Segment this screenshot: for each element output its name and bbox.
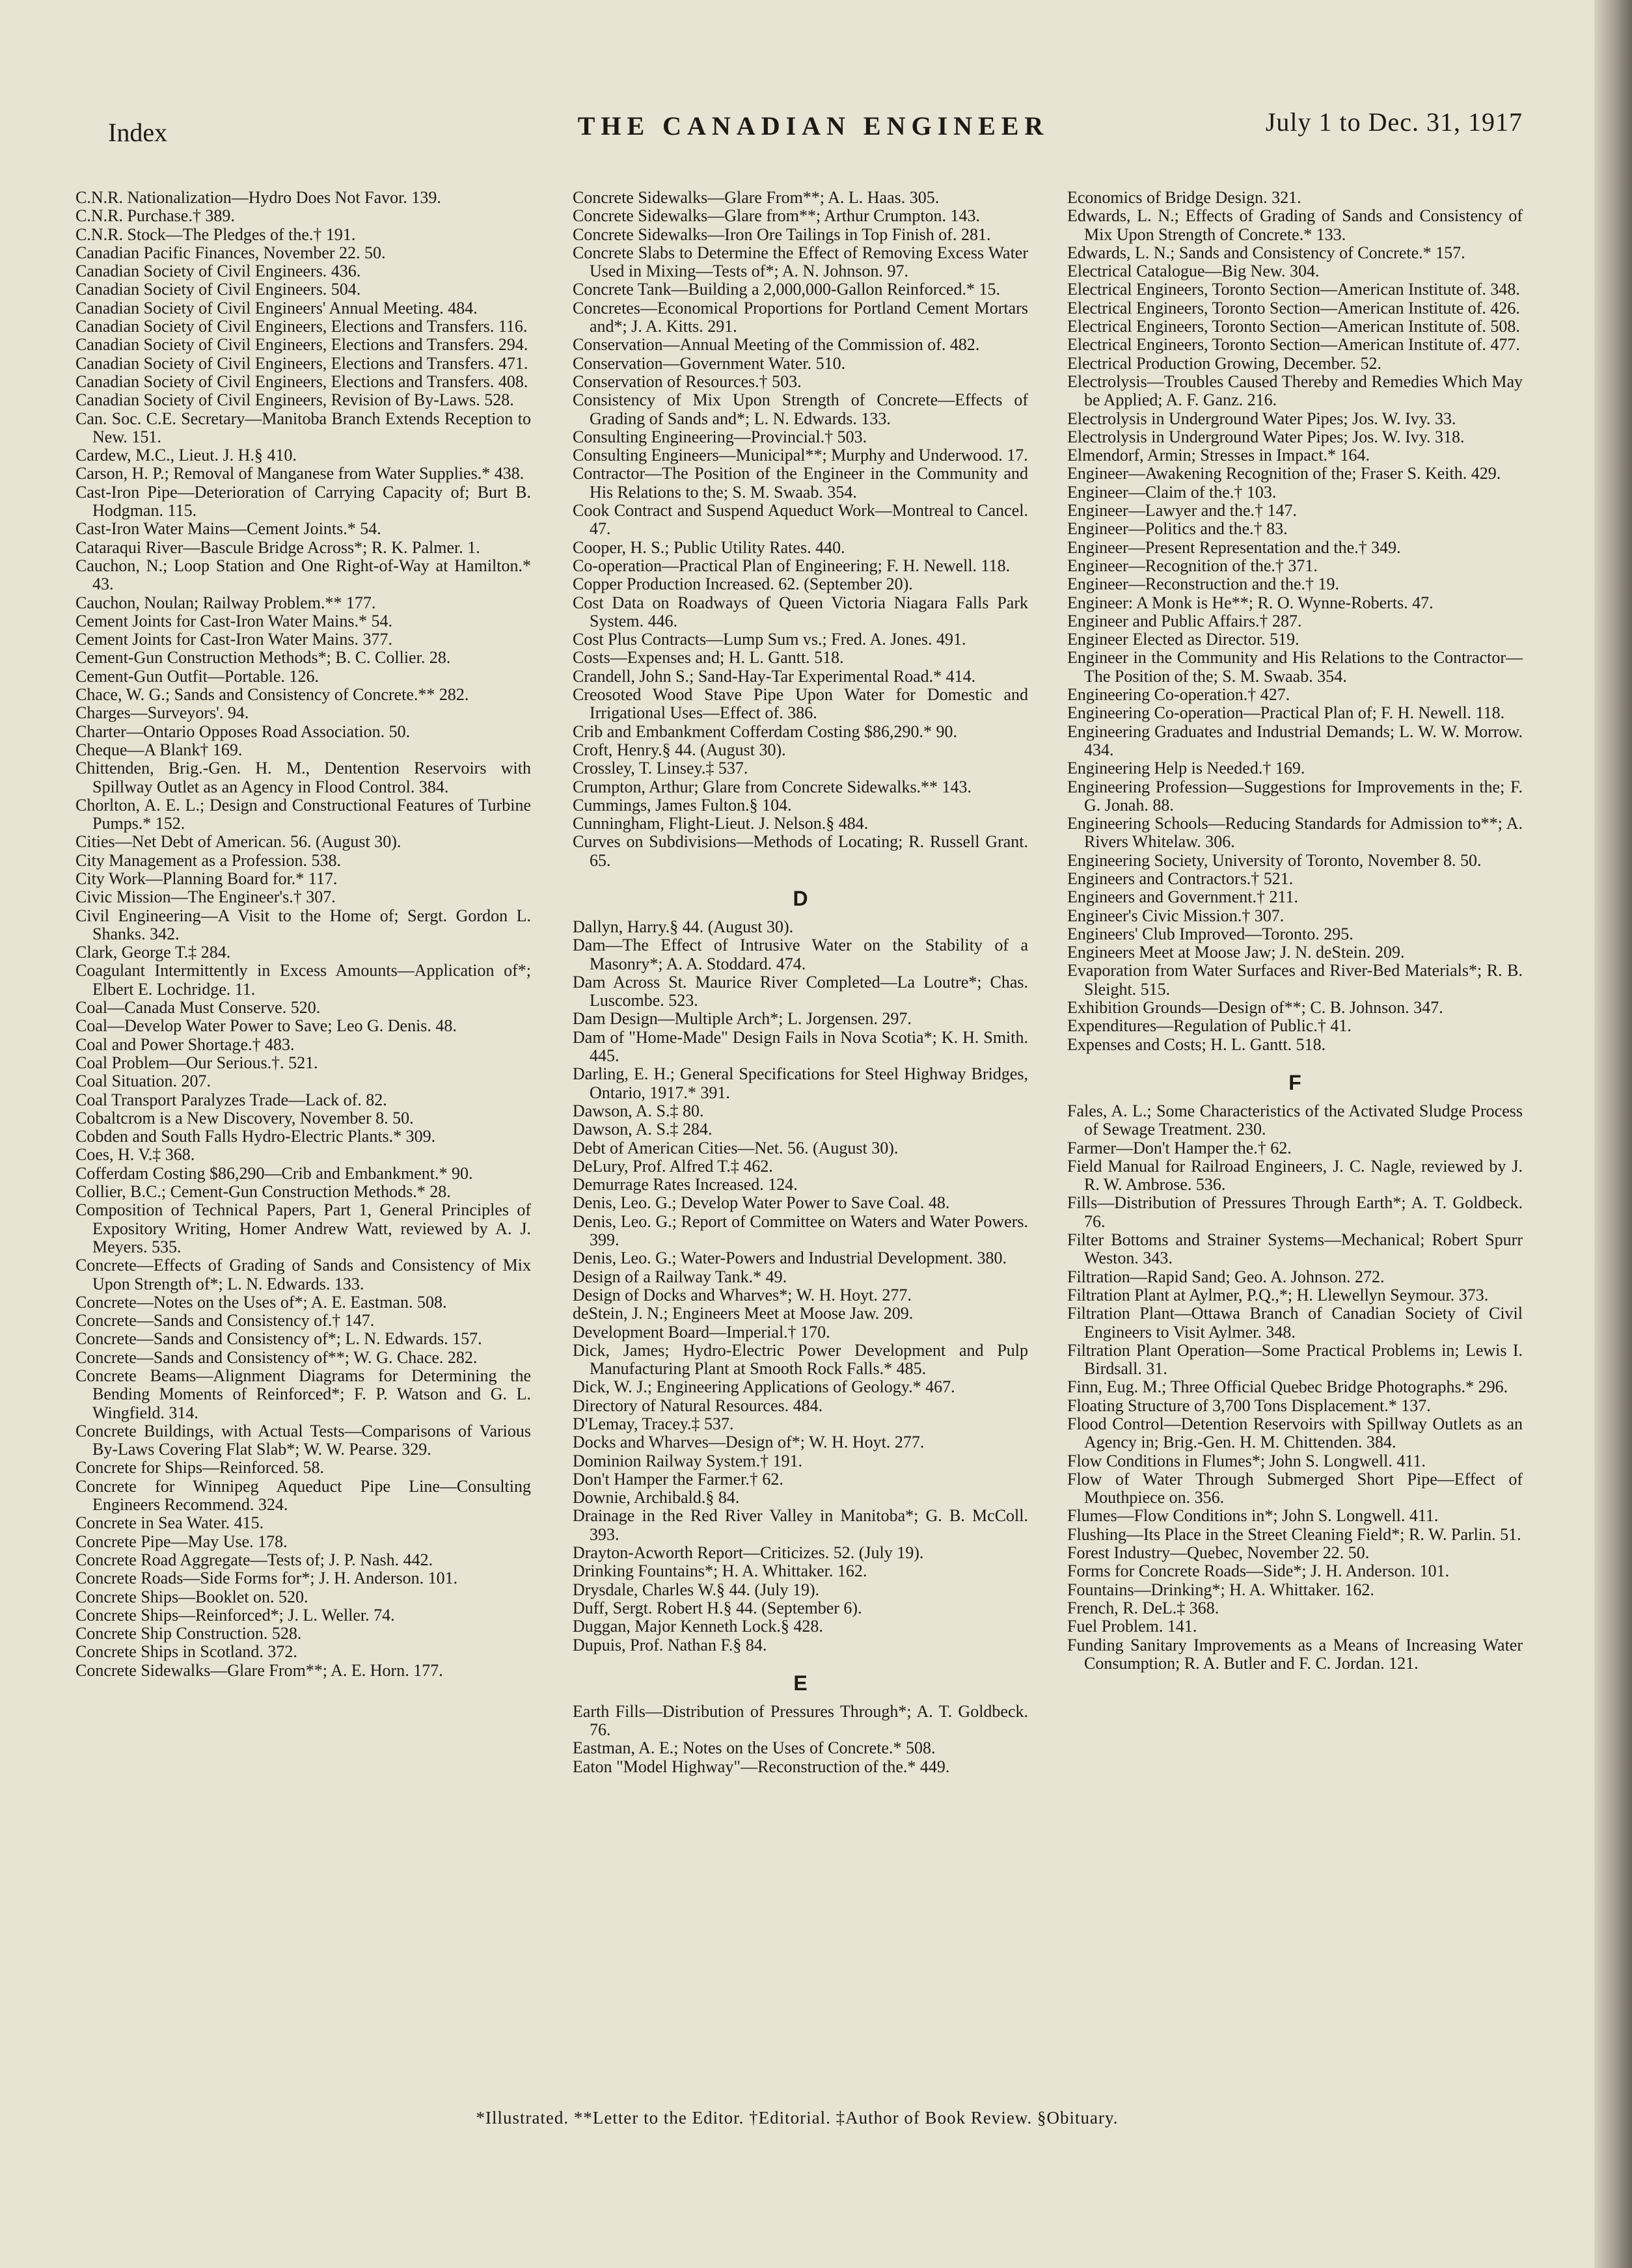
index-entry: Concrete Sidewalks—Glare From**; A. L. Haas. 305. bbox=[573, 188, 940, 207]
index-entry: Coal Situation. 207. bbox=[75, 1072, 211, 1091]
index-entry: Filter Bottoms and Strainer Systems—Mechanical; Robert Spurr Weston. 343. bbox=[1067, 1230, 1523, 1268]
index-entry: Concrete Pipe—May Use. 178. bbox=[75, 1532, 288, 1551]
index-entry: City Work—Planning Board for.* 117. bbox=[75, 869, 338, 888]
index-entry: Dupuis, Prof. Nathan F.§ 84. bbox=[573, 1635, 767, 1654]
index-entry: Concrete Sidewalks—Glare From**; A. E. Horn. 177. bbox=[75, 1660, 443, 1680]
index-entry: Duggan, Major Kenneth Lock.§ 428. bbox=[573, 1617, 823, 1636]
index-entry: Floating Structure of 3,700 Tons Displacement.* 137. bbox=[1067, 1396, 1431, 1415]
index-entry: Electrical Engineers, Toronto Section—American Institute of. 426. bbox=[1067, 298, 1520, 317]
index-entry: Crumpton, Arthur; Glare from Concrete Sidewalks.** 143. bbox=[573, 777, 972, 796]
index-entry: Engineers and Contractors.† 521. bbox=[1067, 869, 1294, 888]
index-entry: Flow of Water Through Submerged Short Pipe—Effect of Mouthpiece on. 356. bbox=[1067, 1469, 1523, 1507]
index-entry: Denis, Leo. G.; Water-Powers and Industrial Development. 380. bbox=[573, 1249, 1007, 1268]
index-entry: Finn, Eug. M.; Three Official Quebec Bridge Photographs.* 296. bbox=[1067, 1377, 1508, 1397]
index-entry: Costs—Expenses and; H. L. Gantt. 518. bbox=[573, 648, 844, 668]
index-entry: Fales, A. L.; Some Characteristics of the Activated Sludge Process of Sewage Treatment. 230. bbox=[1067, 1101, 1523, 1139]
index-entry: Concrete Ships in Scotland. 372. bbox=[75, 1642, 297, 1662]
index-column-3 bbox=[1067, 189, 1523, 1673]
index-entry: Concrete—Notes on the Uses of*; A. E. Eastman. 508. bbox=[75, 1292, 447, 1312]
index-entry: Engineer—Reconstruction and the.† 19. bbox=[1067, 574, 1340, 594]
index-entry: Engineer—Claim of the.† 103. bbox=[1067, 482, 1277, 502]
index-entry: Electrical Production Growing, December. 52. bbox=[1067, 353, 1382, 373]
index-entry: Eaton "Model Highway"—Reconstruction of the.* 449. bbox=[573, 1757, 950, 1776]
index-entry: Coal—Develop Water Power to Save; Leo G. Denis. 48. bbox=[75, 1016, 457, 1036]
index-entry: Electrical Engineers, Toronto Section—American Institute of. 348. bbox=[1067, 280, 1520, 299]
index-entry: Civic Mission—The Engineer's.† 307. bbox=[75, 887, 336, 907]
index-entry: Flood Control—Detention Reservoirs with Spillway Outlets as an Agency in; Brig.-Gen. H. M. Chittenden. 384. bbox=[1067, 1414, 1523, 1452]
index-entry: Cast-Iron Pipe—Deterioration of Carrying Capacity of; Burt B. Hodgman. 115. bbox=[75, 482, 531, 520]
index-entry: Concrete Road Aggregate—Tests of; J. P. Nash. 442. bbox=[75, 1550, 433, 1569]
index-entry: Cooper, H. S.; Public Utility Rates. 440. bbox=[573, 537, 845, 557]
page-header bbox=[104, 98, 1523, 150]
index-entry: Concrete Beams—Alignment Diagrams for Determining the Bending Moments of Reinforced*; F. P. Watson and G. L. Wingfield. 314. bbox=[75, 1366, 531, 1422]
index-entry: Canadian Society of Civil Engineers, Elections and Transfers. 294. bbox=[75, 335, 528, 355]
index-entry: Crossley, T. Linsey.‡ 537. bbox=[573, 759, 748, 778]
index-entry: Dam Design—Multiple Arch*; L. Jorgensen. 297. bbox=[573, 1009, 912, 1029]
index-entry: Coal and Power Shortage.† 483. bbox=[75, 1034, 295, 1054]
index-entry: Carson, H. P.; Removal of Manganese from Water Supplies.* 438. bbox=[75, 464, 524, 483]
index-entry: Copper Production Increased. 62. (September 20). bbox=[573, 574, 913, 594]
index-entry: Canadian Society of Civil Engineers, Elections and Transfers. 471. bbox=[75, 353, 528, 373]
index-entry: Canadian Society of Civil Engineers, Revision of By-Laws. 528. bbox=[75, 390, 514, 410]
index-entry: Conservation of Resources.† 503. bbox=[573, 371, 802, 391]
index-entry: Dominion Railway System.† 191. bbox=[573, 1451, 803, 1470]
index-entry: Earth Fills—Distribution of Pressures Through*; A. T. Goldbeck. 76. bbox=[573, 1701, 1028, 1740]
index-entry: Coal Problem—Our Serious.†. 521. bbox=[75, 1053, 318, 1072]
index-entry: Debt of American Cities—Net. 56. (August 30). bbox=[573, 1138, 899, 1157]
index-entry: Engineer—Recognition of the.† 371. bbox=[1067, 556, 1318, 575]
index-entry: Elmendorf, Armin; Stresses in Impact.* 164. bbox=[1067, 446, 1370, 465]
index-entry: Engineer and Public Affairs.† 287. bbox=[1067, 611, 1302, 630]
index-entry: Concrete—Sands and Consistency of**; W. G. Chace. 282. bbox=[75, 1347, 478, 1367]
index-entry: Chittenden, Brig.-Gen. H. M., Dentention Reservoirs with Spillway Outlet as an Agency in Flood Control. 384. bbox=[75, 759, 531, 796]
index-entry: Engineering Graduates and Industrial Demands; L. W. W. Morrow. 434. bbox=[1067, 722, 1523, 759]
index-entry: Cook Contract and Suspend Aqueduct Work—Montreal to Cancel. 47. bbox=[573, 501, 1028, 539]
index-entry: Consistency of Mix Upon Strength of Concrete—Effects of Grading of Sands and*; L. N. Edwards. 133. bbox=[573, 390, 1028, 428]
index-entry: Civil Engineering—A Visit to the Home of; Sergt. Gordon L. Shanks. 342. bbox=[75, 906, 531, 943]
index-entry: Concrete Slabs to Determine the Effect of Removing Excess Water Used in Mixing—Tests of*; A. N. Johnson. 97. bbox=[573, 243, 1028, 281]
index-entry: Engineer—Awakening Recognition of the; Fraser S. Keith. 429. bbox=[1067, 464, 1501, 483]
index-entry: Forest Industry—Quebec, November 22. 50. bbox=[1067, 1543, 1370, 1563]
section-letter: D bbox=[793, 886, 808, 910]
index-entry: Economics of Bridge Design. 321. bbox=[1067, 188, 1301, 207]
index-entry: Filtration Plant—Ottawa Branch of Canadian Society of Civil Engineers to Visit Aylmer. 348. bbox=[1067, 1304, 1523, 1342]
index-entry: Drayton-Acworth Report—Criticizes. 52. (July 19). bbox=[573, 1543, 924, 1563]
index-entry: Crandell, John S.; Sand-Hay-Tar Experimental Road.* 414. bbox=[573, 666, 976, 686]
index-entry: Chace, W. G.; Sands and Consistency of Concrete.** 282. bbox=[75, 685, 469, 705]
index-entry: Concrete Sidewalks—Iron Ore Tailings in Top Finish of. 281. bbox=[573, 224, 991, 244]
index-entry: Engineer's Civic Mission.† 307. bbox=[1067, 906, 1285, 925]
index-column-1 bbox=[75, 189, 531, 1680]
index-entry: Fuel Problem. 141. bbox=[1067, 1617, 1197, 1636]
index-entry: Development Board—Imperial.† 170. bbox=[573, 1322, 830, 1342]
index-entry: C.N.R. Nationalization—Hydro Does Not Favor. 139. bbox=[75, 188, 441, 207]
index-entry: Dick, James; Hydro-Electric Power Development and Pulp Manufacturing Plant at Smooth Rock Falls.* 485. bbox=[573, 1340, 1028, 1379]
index-entry: deStein, J. N.; Engineers Meet at Moose Jaw. 209. bbox=[573, 1304, 914, 1323]
index-entry: Cement-Gun Construction Methods*; B. C. Collier. 28. bbox=[75, 648, 451, 668]
index-column-2 bbox=[573, 189, 1028, 1776]
index-entry: Engineering Help is Needed.† 169. bbox=[1067, 759, 1305, 778]
index-entry: Composition of Technical Papers, Part 1, General Principles of Expository Writing, Homer Andrew Watt, reviewed by A. J. Meyers. 535. bbox=[75, 1200, 531, 1256]
footnote-legend: *Illustrated. **Letter to the Editor. †Editorial. ‡Author of Book Review. §Obituary. bbox=[476, 2108, 1119, 2127]
index-entry: Engineering Co-operation.† 427. bbox=[1067, 685, 1290, 705]
index-entry: Concrete Ship Construction. 528. bbox=[75, 1624, 302, 1643]
index-entry: Filtration Plant at Aylmer, P.Q.,*; H. Llewellyn Seymour. 373. bbox=[1067, 1285, 1489, 1304]
index-entry: Funding Sanitary Improvements as a Means of Increasing Water Consumption; R. A. Butler and F. C. Jordan. 121. bbox=[1067, 1635, 1523, 1673]
index-entry: Cobden and South Falls Hydro-Electric Plants.* 309. bbox=[75, 1127, 436, 1146]
index-entry: Cauchon, Noulan; Railway Problem.** 177. bbox=[75, 593, 376, 612]
index-entry: Engineering Schools—Reducing Standards for Admission to**; A. Rivers Whitelaw. 306. bbox=[1067, 814, 1523, 852]
index-entry: Cement-Gun Outfit—Portable. 126. bbox=[75, 666, 320, 686]
index-entry: Concrete—Sands and Consistency of*; L. N. Edwards. 157. bbox=[75, 1329, 482, 1349]
index-entry: Concrete Buildings, with Actual Tests—Comparisons of Various By-Laws Covering Flat Slab*; W. W. Pearse. 329. bbox=[75, 1421, 531, 1459]
index-entry: Engineer in the Community and His Relations to the Contractor—The Position of the; S. M. Swaab. 354. bbox=[1067, 648, 1523, 686]
index-entry: Drinking Fountains*; H. A. Whittaker. 162. bbox=[573, 1561, 867, 1581]
index-entry: Docks and Wharves—Design of*; W. H. Hoyt. 277. bbox=[573, 1433, 925, 1452]
index-entry: Concrete Sidewalks—Glare from**; Arthur Crumpton. 143. bbox=[573, 206, 981, 226]
index-entry: Filtration—Rapid Sand; Geo. A. Johnson. 272. bbox=[1067, 1267, 1385, 1286]
index-entry: Dam Across St. Maurice River Completed—La Loutre*; Chas. Luscombe. 523. bbox=[573, 972, 1028, 1010]
index-entry: D'Lemay, Tracey.‡ 537. bbox=[573, 1414, 734, 1433]
index-entry: Edwards, L. N.; Effects of Grading of Sands and Consistency of Mix Upon Strength of Concrete.* 133. bbox=[1067, 206, 1523, 244]
index-entry: Flumes—Flow Conditions in*; John S. Longwell. 411. bbox=[1067, 1506, 1439, 1526]
index-entry: Cement Joints for Cast-Iron Water Mains.* 54. bbox=[75, 611, 393, 630]
index-entry: Concrete—Effects of Grading of Sands and Consistency of Mix Upon Strength of*; L. N. Edwards. 133. bbox=[75, 1256, 531, 1293]
index-entry: Concrete for Winnipeg Aqueduct Pipe Line—Consulting Engineers Recommend. 324. bbox=[75, 1476, 531, 1515]
index-entry: Canadian Pacific Finances, November 22. 50. bbox=[75, 243, 386, 262]
index-entry: Coal—Canada Must Conserve. 520. bbox=[75, 998, 321, 1018]
index-entry: Engineer—Lawyer and the.† 147. bbox=[1067, 501, 1298, 520]
index-entry: Canadian Society of Civil Engineers. 504. bbox=[75, 280, 361, 299]
index-entry: Drainage in the Red River Valley in Manitoba*; G. B. McColl. 393. bbox=[573, 1506, 1028, 1544]
index-entry: Design of Docks and Wharves*; W. H. Hoyt. 277. bbox=[573, 1285, 912, 1304]
index-entry: Canadian Society of Civil Engineers. 436. bbox=[75, 262, 361, 281]
index-entry: Concrete Ships—Reinforced*; J. L. Weller. 74. bbox=[75, 1605, 395, 1625]
index-entry: City Management as a Profession. 538. bbox=[75, 850, 341, 870]
index-entry: Denis, Leo. G.; Develop Water Power to Save Coal. 48. bbox=[573, 1193, 950, 1213]
index-entry: Engineer—Present Representation and the.† 349. bbox=[1067, 537, 1401, 557]
index-entry: Conservation—Annual Meeting of the Commission of. 482. bbox=[573, 335, 980, 355]
index-entry: Fountains—Drinking*; H. A. Whittaker. 162. bbox=[1067, 1580, 1374, 1599]
index-entry: Concrete—Sands and Consistency of.† 147. bbox=[75, 1311, 375, 1330]
index-entry: Charter—Ontario Opposes Road Association. 50. bbox=[75, 722, 411, 741]
index-entry: Engineers and Government.† 211. bbox=[1067, 887, 1298, 907]
index-entry: Chorlton, A. E. L.; Design and Constructional Features of Turbine Pumps.* 152. bbox=[75, 795, 531, 833]
index-entry: Edwards, L. N.; Sands and Consistency of Concrete.* 157. bbox=[1067, 243, 1465, 262]
index-entry: Cofferdam Costing $86,290—Crib and Embankment.* 90. bbox=[75, 1163, 473, 1183]
index-entry: Directory of Natural Resources. 484. bbox=[573, 1396, 823, 1415]
index-entry: Concrete in Sea Water. 415. bbox=[75, 1513, 264, 1533]
index-entry: Demurrage Rates Increased. 124. bbox=[573, 1175, 798, 1195]
index-entry: Engineers Meet at Moose Jaw; J. N. deStein. 209. bbox=[1067, 943, 1405, 962]
index-entry: Cities—Net Debt of American. 56. (August 30). bbox=[75, 832, 401, 852]
index-entry: Denis, Leo. G.; Report of Committee on Waters and Water Powers. 399. bbox=[573, 1211, 1028, 1250]
index-entry: Dick, W. J.; Engineering Applications of Geology.* 467. bbox=[573, 1377, 955, 1397]
index-entry: Don't Hamper the Farmer.† 62. bbox=[573, 1469, 783, 1489]
index-entry: Cement Joints for Cast-Iron Water Mains. 377. bbox=[75, 630, 393, 649]
index-entry: Dam of "Home-Made" Design Fails in Nova Scotia*; K. H. Smith. 445. bbox=[573, 1027, 1028, 1066]
index-entry: Charges—Surveyors'. 94. bbox=[75, 703, 249, 723]
index-entry: Engineers' Club Improved—Toronto. 295. bbox=[1067, 924, 1353, 943]
index-entry: Cobaltcrom is a New Discovery, November 8. 50. bbox=[75, 1108, 414, 1127]
index-entry: Coal Transport Paralyzes Trade—Lack of. 82. bbox=[75, 1090, 387, 1109]
journal-title: THE CANADIAN ENGINEER bbox=[577, 111, 1050, 141]
index-entry: Cost Data on Roadways of Queen Victoria Niagara Falls Park System. 446. bbox=[573, 593, 1028, 630]
index-entry: Conservation—Government Water. 510. bbox=[573, 353, 846, 373]
index-entry: Electrolysis in Underground Water Pipes; Jos. W. Ivy. 318. bbox=[1067, 427, 1465, 446]
index-entry: Cunningham, Flight-Lieut. J. Nelson.§ 484. bbox=[573, 814, 869, 833]
index-entry: Dallyn, Harry.§ 44. (August 30). bbox=[573, 917, 794, 936]
section-letter: F bbox=[1288, 1070, 1301, 1094]
index-entry: Field Manual for Railroad Engineers, J. C. Nagle, reviewed by J. R. W. Ambrose. 536. bbox=[1067, 1156, 1523, 1195]
index-entry: Consulting Engineers—Municipal**; Murphy and Underwood. 17. bbox=[573, 446, 1028, 465]
index-entry: Fills—Distribution of Pressures Through Earth*; A. T. Goldbeck. 76. bbox=[1067, 1193, 1523, 1231]
index-entry: Engineering Co-operation—Practical Plan of; F. H. Newell. 118. bbox=[1067, 703, 1505, 723]
index-entry: Cauchon, N.; Loop Station and One Right-of-Way at Hamilton.* 43. bbox=[75, 556, 531, 594]
index-entry: Flow Conditions in Flumes*; John S. Longwell. 411. bbox=[1067, 1451, 1426, 1470]
index-entry: Concretes—Economical Proportions for Portland Cement Mortars and*; J. A. Kitts. 291. bbox=[573, 298, 1028, 336]
index-entry: Crib and Embankment Cofferdam Costing $86,290.* 90. bbox=[573, 722, 957, 741]
index-entry: Dam—The Effect of Intrusive Water on the Stability of a Masonry*; A. A. Stoddard. 474. bbox=[573, 936, 1028, 973]
index-entry: DeLury, Prof. Alfred T.‡ 462. bbox=[573, 1156, 773, 1176]
index-entry: Forms for Concrete Roads—Side*; J. H. Anderson. 101. bbox=[1067, 1561, 1450, 1581]
section-letter: E bbox=[793, 1671, 808, 1695]
index-entry: Flushing—Its Place in the Street Cleaning Field*; R. W. Parlin. 51. bbox=[1067, 1524, 1521, 1544]
index-entry: Electrical Engineers, Toronto Section—American Institute of. 508. bbox=[1067, 317, 1520, 336]
index-entry: Cost Plus Contracts—Lump Sum vs.; Fred. A. Jones. 491. bbox=[573, 630, 966, 649]
index-entry: Canadian Society of Civil Engineers, Elections and Transfers. 408. bbox=[75, 371, 528, 391]
index-entry: Concrete for Ships—Reinforced. 58. bbox=[75, 1458, 324, 1478]
index-entry: Cardew, M.C., Lieut. J. H.§ 410. bbox=[75, 446, 297, 465]
index-entry: Engineer—Politics and the.† 83. bbox=[1067, 519, 1288, 539]
index-entry: Engineering Profession—Suggestions for Improvements in the; F. G. Jonah. 88. bbox=[1067, 777, 1523, 815]
index-entry: Consulting Engineering—Provincial.† 503. bbox=[573, 427, 867, 446]
index-entry: Electrical Catalogue—Big New. 304. bbox=[1067, 262, 1320, 281]
index-entry: Darling, E. H.; General Specifications for Steel Highway Bridges, Ontario, 1917.* 391. bbox=[573, 1064, 1028, 1102]
index-entry: French, R. DeL.‡ 368. bbox=[1067, 1598, 1219, 1617]
date-range: July 1 to Dec. 31, 1917 bbox=[1265, 107, 1523, 137]
index-entry: Cheque—A Blank† 169. bbox=[75, 740, 243, 759]
index-entry: Canadian Society of Civil Engineers' Annual Meeting. 484. bbox=[75, 298, 478, 317]
index-entry: Drysdale, Charles W.§ 44. (July 19). bbox=[573, 1580, 820, 1599]
index-entry: Creosoted Wood Stave Pipe Upon Water for Domestic and Irrigational Uses—Effect of. 386. bbox=[573, 685, 1028, 723]
index-entry: Concrete Tank—Building a 2,000,000-Gallon Reinforced.* 15. bbox=[573, 280, 1000, 299]
index-entry: Design of a Railway Tank.* 49. bbox=[573, 1267, 787, 1286]
index-entry: Expenditures—Regulation of Public.† 41. bbox=[1067, 1016, 1352, 1036]
index-entry: Engineer Elected as Director. 519. bbox=[1067, 630, 1299, 649]
index-entry: Dawson, A. S.‡ 80. bbox=[573, 1101, 704, 1120]
index-entry: Cummings, James Fulton.§ 104. bbox=[573, 795, 792, 815]
index-entry: Cast-Iron Water Mains—Cement Joints.* 54. bbox=[75, 519, 381, 539]
index-entry: Filtration Plant Operation—Some Practical Problems in; Lewis I. Birdsall. 31. bbox=[1067, 1340, 1523, 1379]
index-entry: Co-operation—Practical Plan of Engineering; F. H. Newell. 118. bbox=[573, 556, 1011, 575]
index-entry: Croft, Henry.§ 44. (August 30). bbox=[573, 740, 786, 759]
index-entry: Curves on Subdivisions—Methods of Locating; R. Russell Grant. 65. bbox=[573, 832, 1028, 870]
index-entry: Concrete Ships—Booklet on. 520. bbox=[75, 1587, 308, 1606]
index-entry: Collier, B.C.; Cement-Gun Construction Methods.* 28. bbox=[75, 1182, 451, 1202]
index-entry: C.N.R. Stock—The Pledges of the.† 191. bbox=[75, 224, 356, 244]
index-entry: C.N.R. Purchase.† 389. bbox=[75, 206, 235, 226]
index-entry: Electrical Engineers, Toronto Section—American Institute of. 477. bbox=[1067, 335, 1520, 355]
index-entry: Canadian Society of Civil Engineers, Elections and Transfers. 116. bbox=[75, 317, 528, 336]
index-entry: Coagulant Intermittently in Excess Amounts—Application of*; Elbert E. Lochridge. 11. bbox=[75, 961, 531, 999]
index-entry: Engineering Society, University of Toronto, November 8. 50. bbox=[1067, 850, 1482, 870]
index-entry: Contractor—The Position of the Engineer in the Community and His Relations to the; S. M. Swaab. 354. bbox=[573, 464, 1028, 502]
index-entry: Concrete Roads—Side Forms for*; J. H. Anderson. 101. bbox=[75, 1569, 458, 1588]
index-entry: Can. Soc. C.E. Secretary—Manitoba Branch Extends Reception to New. 151. bbox=[75, 409, 531, 446]
index-entry: Coes, H. V.‡ 368. bbox=[75, 1145, 195, 1165]
index-entry: Evaporation from Water Surfaces and River-Bed Materials*; R. B. Sleight. 515. bbox=[1067, 961, 1523, 999]
index-entry: Farmer—Don't Hamper the.† 62. bbox=[1067, 1138, 1292, 1157]
index-entry: Exhibition Grounds—Design of**; C. B. Johnson. 347. bbox=[1067, 998, 1443, 1018]
index-entry: Cataraqui River—Bascule Bridge Across*; R. K. Palmer. 1. bbox=[75, 537, 480, 557]
page-edge-shadow bbox=[1594, 0, 1632, 2268]
index-entry: Electrolysis—Troubles Caused Thereby and Remedies Which May be Applied; A. F. Ganz. 216. bbox=[1067, 371, 1523, 410]
index-entry: Dawson, A. S.‡ 284. bbox=[573, 1120, 713, 1139]
index-entry: Duff, Sergt. Robert H.§ 44. (September 6). bbox=[573, 1598, 862, 1617]
section-label: Index bbox=[108, 118, 168, 147]
index-entry: Downie, Archibald.§ 84. bbox=[573, 1488, 740, 1507]
index-entry: Electrolysis in Underground Water Pipes; Jos. W. Ivy. 33. bbox=[1067, 409, 1456, 428]
index-entry: Expenses and Costs; H. L. Gantt. 518. bbox=[1067, 1034, 1326, 1054]
index-entry: Engineer: A Monk is He**; R. O. Wynne-Roberts. 47. bbox=[1067, 593, 1434, 612]
index-entry: Eastman, A. E.; Notes on the Uses of Concrete.* 508. bbox=[573, 1738, 936, 1758]
index-entry: Clark, George T.‡ 284. bbox=[75, 943, 231, 962]
